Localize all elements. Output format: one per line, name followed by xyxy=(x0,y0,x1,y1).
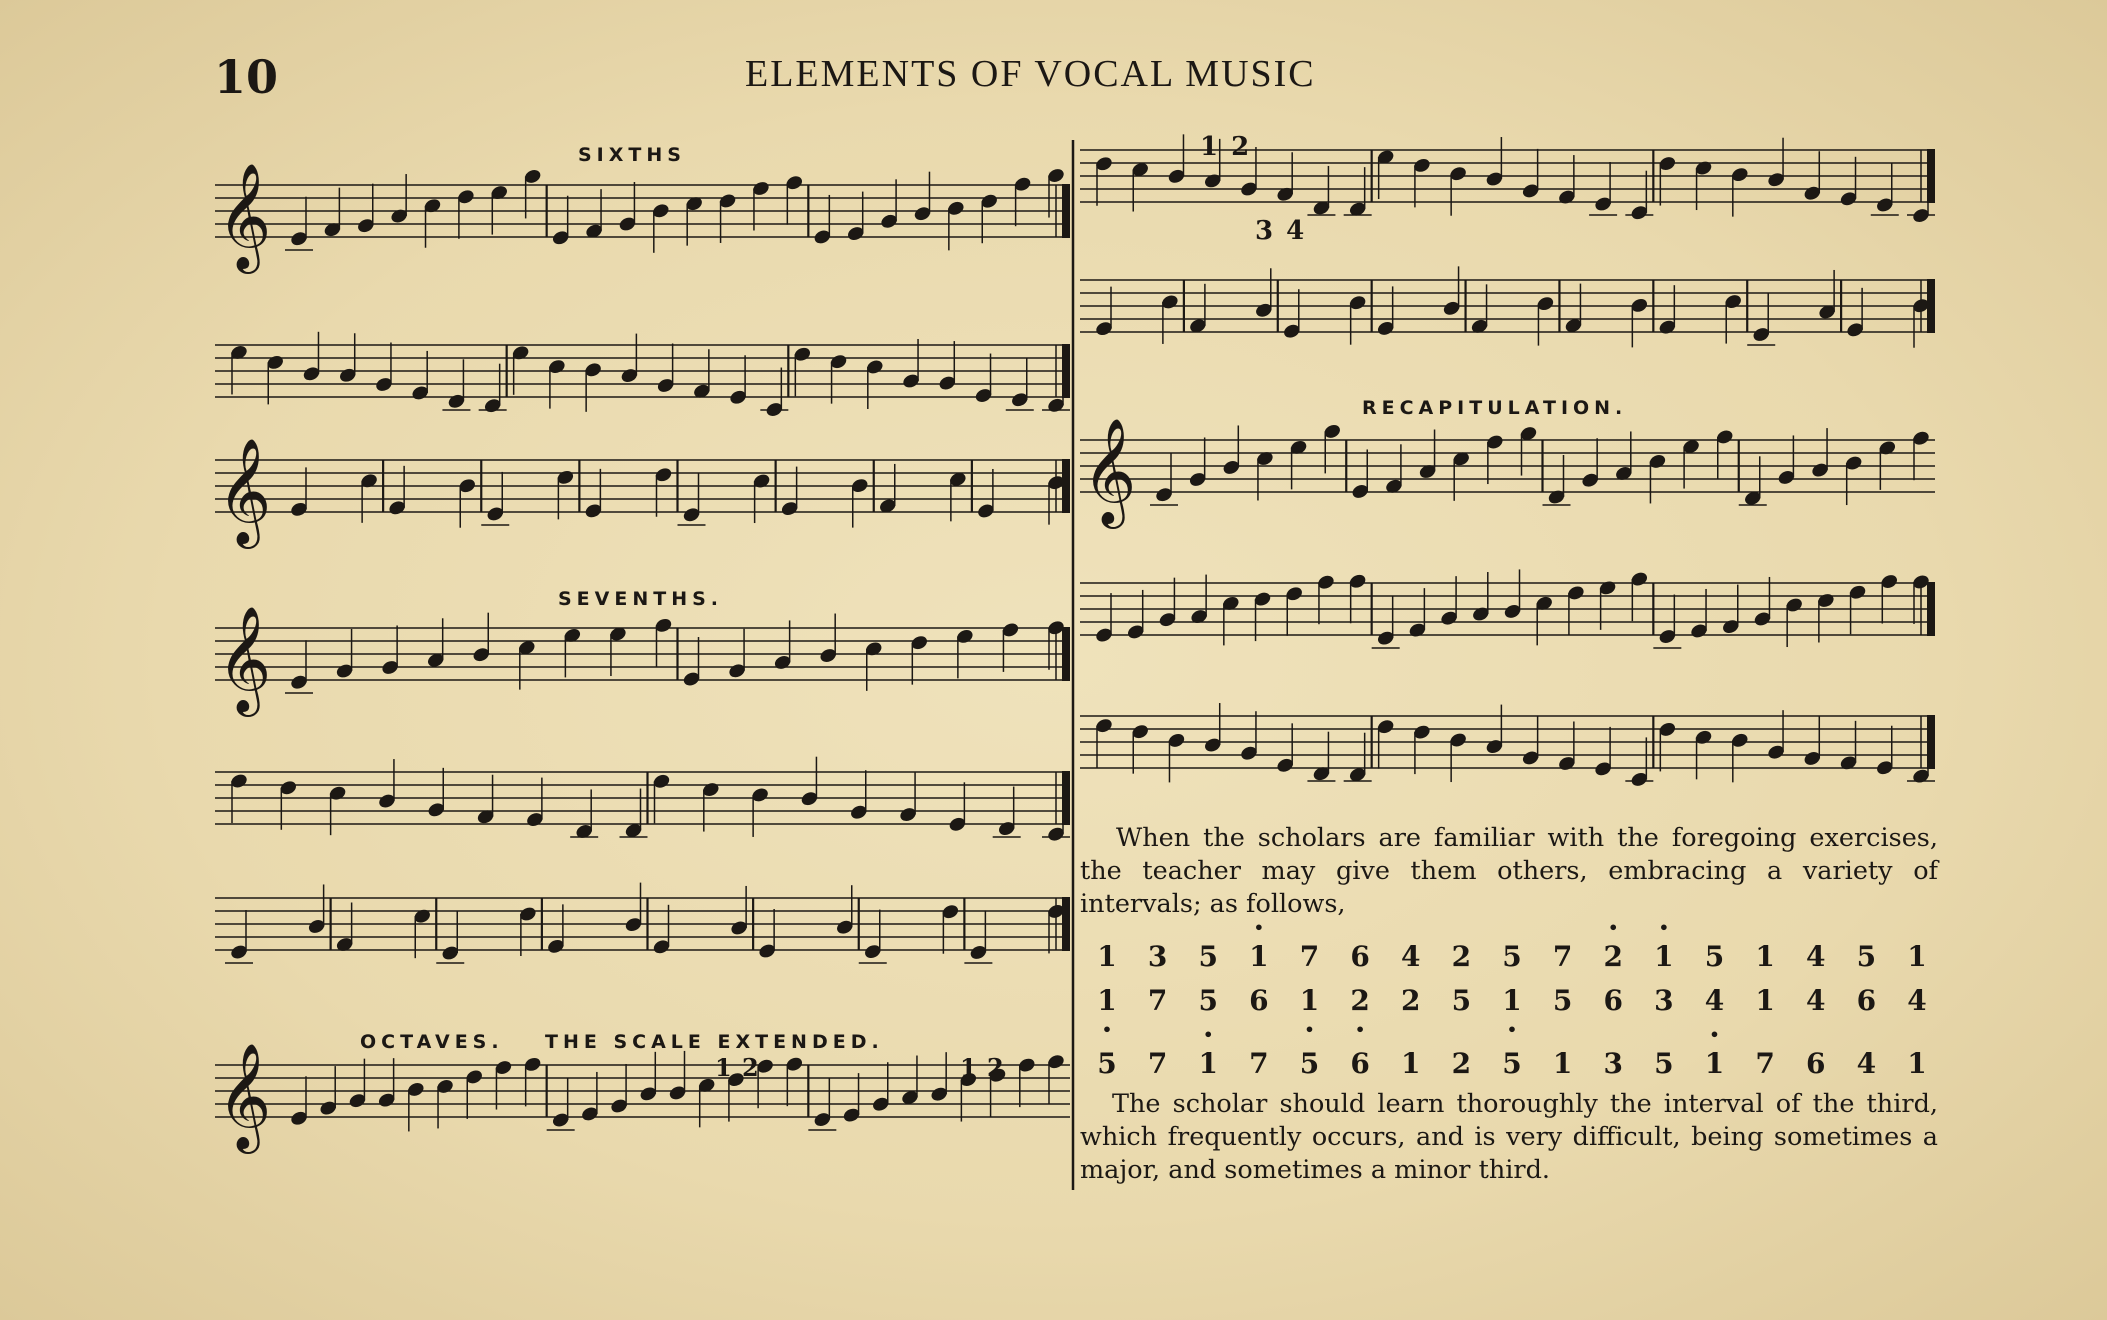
number-cell: • 1 xyxy=(1193,1047,1223,1080)
marking-12-a: 1 2 xyxy=(1200,132,1252,162)
number-cell: 3 xyxy=(1147,940,1168,973)
number-cell: 2 xyxy=(1451,1047,1472,1080)
page-number: 10 xyxy=(214,50,279,104)
number-cell: 1 xyxy=(1401,1047,1421,1080)
number-cell: 4 xyxy=(1806,984,1826,1017)
number-cell: 6 xyxy=(1603,984,1623,1017)
heading-octaves: OCTAVES. xyxy=(360,1031,504,1053)
number-cell: 1 • xyxy=(1295,984,1325,1017)
number-cell: 1 xyxy=(1755,940,1775,973)
number-cell: 5 xyxy=(1502,940,1522,973)
number-cell: 7 xyxy=(1249,1047,1269,1080)
page-title: ELEMENTS OF VOCAL MUSIC xyxy=(745,53,1316,95)
svg-text:𝄞: 𝄞 xyxy=(1082,417,1137,524)
svg-text:𝄞: 𝄞 xyxy=(217,1042,272,1149)
staff-sevenths-2 xyxy=(215,757,1070,843)
staff-recap-2 xyxy=(1080,569,1935,648)
heading-recapitulation: RECAPITULATION. xyxy=(1362,397,1628,419)
number-cell: 3 xyxy=(1654,984,1674,1017)
number-cell: 1 • xyxy=(1497,984,1527,1017)
number-row-3 xyxy=(1092,1047,1932,1080)
staff-recap-3 xyxy=(1080,703,1935,788)
number-cell: 2 xyxy=(1401,984,1421,1017)
number-cell: 5 xyxy=(1451,984,1472,1017)
number-cell: 6 xyxy=(1249,984,1269,1017)
staff-recap-1 xyxy=(1080,417,1935,529)
number-cell: 5 xyxy=(1097,1047,1117,1080)
number-cell: • 2 xyxy=(1598,940,1628,973)
number-cell: 5 xyxy=(1704,940,1725,973)
staff-sixths-1 xyxy=(215,162,1070,274)
number-cell: • 1 xyxy=(1649,940,1679,973)
number-cell: 7 xyxy=(1552,940,1573,973)
number-row-2 xyxy=(1092,984,1932,1017)
number-cell: 4 xyxy=(1401,940,1421,973)
number-cell: 5 xyxy=(1552,984,1573,1017)
number-cell: 2 • xyxy=(1345,984,1375,1017)
number-cell: 6 xyxy=(1350,940,1370,973)
svg-text:𝄞: 𝄞 xyxy=(217,605,272,712)
marking-34: 3 4 xyxy=(1255,216,1307,246)
number-cell: 6 xyxy=(1806,1047,1826,1080)
number-cell: • 1 xyxy=(1244,940,1274,973)
number-cell: 7 xyxy=(1147,1047,1168,1080)
staff-sevenths-3 xyxy=(215,883,1070,963)
number-cell: 5 xyxy=(1198,984,1218,1017)
number-cell: 7 xyxy=(1299,940,1320,973)
number-cell: 1 xyxy=(1552,1047,1573,1080)
number-cell: 3 xyxy=(1603,1047,1623,1080)
number-cell: 1 • xyxy=(1092,984,1122,1017)
number-cell: 1 xyxy=(1907,1047,1927,1080)
heading-scale-extended: THE SCALE EXTENDED. xyxy=(545,1031,884,1053)
number-cell: 5 xyxy=(1654,1047,1674,1080)
number-cell: 5 xyxy=(1502,1047,1522,1080)
number-cell: 1 xyxy=(1097,940,1117,973)
number-row-1 xyxy=(1092,940,1932,973)
staff-sixths-3 xyxy=(215,437,1070,549)
staff-sixths-2 xyxy=(215,332,1070,419)
number-cell: 4 xyxy=(1856,1047,1877,1080)
number-cell: 4 xyxy=(1907,984,1927,1017)
heading-sixths: SIXTHS xyxy=(578,144,686,166)
number-cell: 7 xyxy=(1147,984,1168,1017)
staff-octaves-1 xyxy=(215,1042,1070,1154)
number-cell: 6 xyxy=(1856,984,1877,1017)
instruction-paragraph: When the scholars are familiar with the foregoing exercises, the teacher may give them others, embracing a variety of intervals; as follows, xyxy=(1080,823,1938,919)
staff-right-2 xyxy=(1080,266,1935,347)
svg-text:𝄞: 𝄞 xyxy=(217,437,272,544)
number-cell: 2 xyxy=(1451,940,1472,973)
svg-text:𝄞: 𝄞 xyxy=(217,162,272,269)
number-cell: 5 xyxy=(1198,940,1218,973)
number-cell: 5 xyxy=(1299,1047,1320,1080)
number-cell: • 1 xyxy=(1700,1047,1730,1080)
number-cell: 4 xyxy=(1704,984,1725,1017)
staff-sevenths-1 xyxy=(215,605,1070,717)
marking-12-c: 1 2 xyxy=(960,1053,1005,1082)
heading-sevenths: SEVENTHS. xyxy=(558,588,724,610)
marking-12-b: 1 2 xyxy=(715,1053,760,1082)
number-cell: 7 xyxy=(1755,1047,1775,1080)
number-cell: 1 xyxy=(1907,940,1927,973)
number-cell: 1 xyxy=(1755,984,1775,1017)
interval-paragraph: The scholar should learn thoroughly the interval of the third, which frequently occurs, and is very difficult, being sometimes a major, and sometimes a minor third. xyxy=(1080,1089,1938,1185)
number-cell: 4 xyxy=(1806,940,1826,973)
number-cell: 6 xyxy=(1350,1047,1370,1080)
number-cell: 5 xyxy=(1856,940,1877,973)
